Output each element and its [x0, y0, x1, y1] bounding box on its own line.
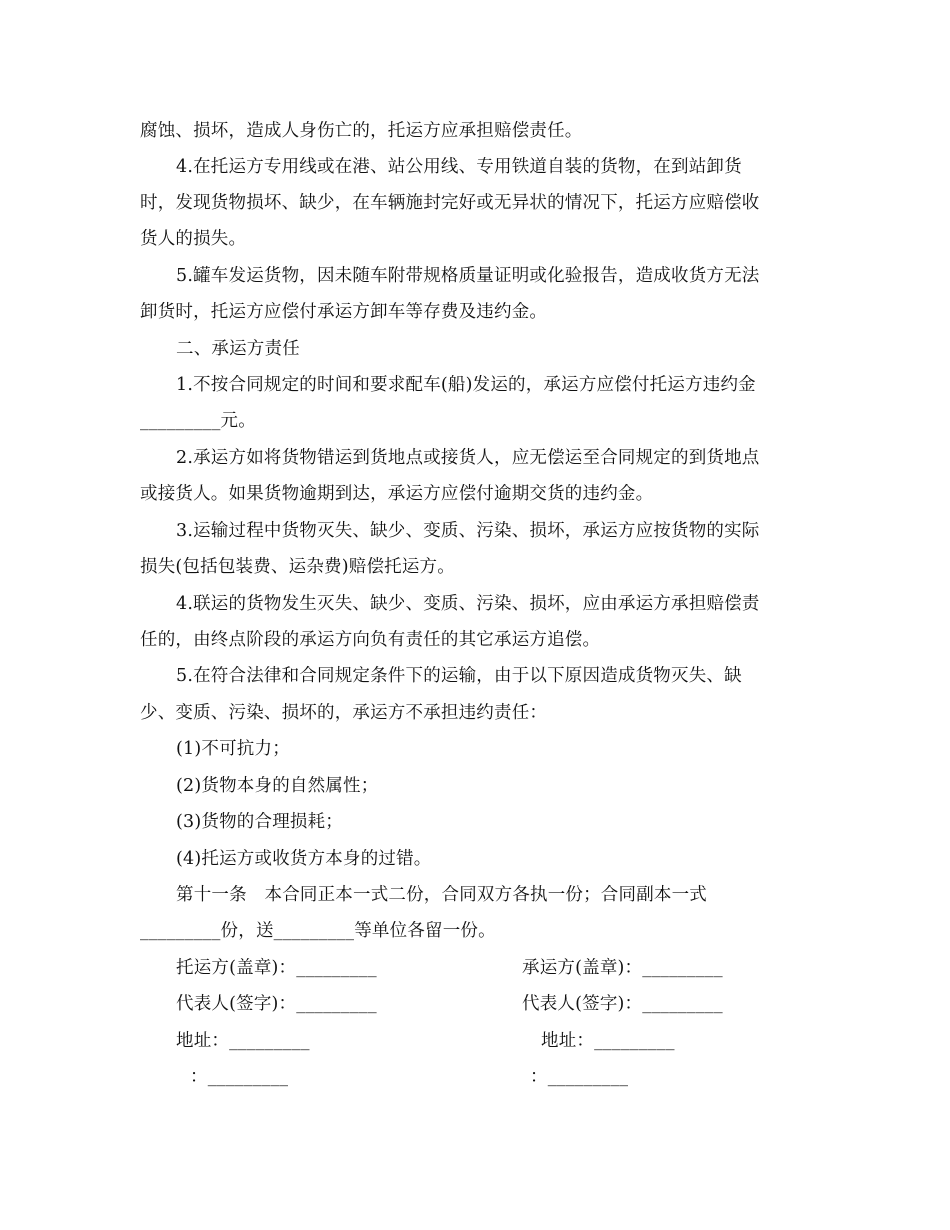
- text-line: 损失(包括包装费、运杂费)赔偿托运方。: [140, 557, 455, 577]
- text-line: 3.运输过程中货物灭失、缺少、变质、污染、损坏，承运方应按货物的实际: [176, 521, 760, 541]
- text-line: 4.在托运方专用线或在港、站公用线、专用铁道自装的货物，在到站卸货: [176, 157, 742, 177]
- shipper-seal-field: 托运方(盖章)：_________: [176, 958, 377, 978]
- carrier-representative-field: 代表人(签字)：_________: [522, 994, 723, 1014]
- text-line: 货人的损失。: [140, 229, 247, 249]
- carrier-seal-field: 承运方(盖章)：_________: [522, 958, 723, 978]
- text-line: 卸货时，托运方应偿付承运方卸车等存费及违约金。: [140, 302, 548, 322]
- list-item: (3)货物的合理损耗；: [176, 812, 343, 832]
- carrier-blank-field: ：_________: [530, 1067, 629, 1087]
- text-line: _________元。: [140, 411, 256, 431]
- text-line: 1.不按合同规定的时间和要求配车(船)发运的，承运方应偿付托运方违约金: [176, 375, 756, 395]
- text-line: 少、变质、污染、损坏的，承运方不承担违约责任：: [140, 703, 548, 723]
- shipper-blank-field: ：_________: [190, 1067, 289, 1087]
- text-line: 或接货人。如果货物逾期到达，承运方应偿付逾期交货的违约金。: [140, 484, 654, 504]
- text-line: 5.罐车发运货物，因未随车附带规格质量证明或化验报告，造成收货方无法: [176, 266, 760, 286]
- text-line: 腐蚀、损坏，造成人身伤亡的，托运方应承担赔偿责任。: [140, 121, 583, 141]
- shipper-representative-field: 代表人(签字)：_________: [176, 994, 377, 1014]
- text-line: 2.承运方如将货物错运到货地点或接货人，应无偿运至合同规定的到货地点: [176, 448, 760, 468]
- list-item: (1)不可抗力；: [176, 739, 290, 759]
- article-clause: 第十一条 本合同正本一式二份，合同双方各执一份；合同副本一式: [176, 885, 707, 905]
- text-line: 时，发现货物损坏、缺少，在车辆施封完好或无异状的情况下，托运方应赔偿收: [140, 193, 760, 213]
- list-item: (4)托运方或收货方本身的过错。: [176, 849, 432, 869]
- text-line: 4.联运的货物发生灭失、缺少、变质、污染、损坏，应由承运方承担赔偿责: [176, 594, 760, 614]
- list-item: (2)货物本身的自然属性；: [176, 776, 379, 796]
- shipper-address-field: 地址：_________: [176, 1031, 310, 1051]
- section-heading: 二、承运方责任: [176, 339, 300, 359]
- text-line: 5.在符合法律和合同规定条件下的运输，由于以下原因造成货物灭失、缺: [176, 666, 742, 686]
- text-line: _________份，送_________等单位各留一份。: [140, 921, 496, 941]
- carrier-address-field: 地址：_________: [541, 1031, 675, 1051]
- text-line: 任的，由终点阶段的承运方向负有责任的其它承运方追偿。: [140, 630, 601, 650]
